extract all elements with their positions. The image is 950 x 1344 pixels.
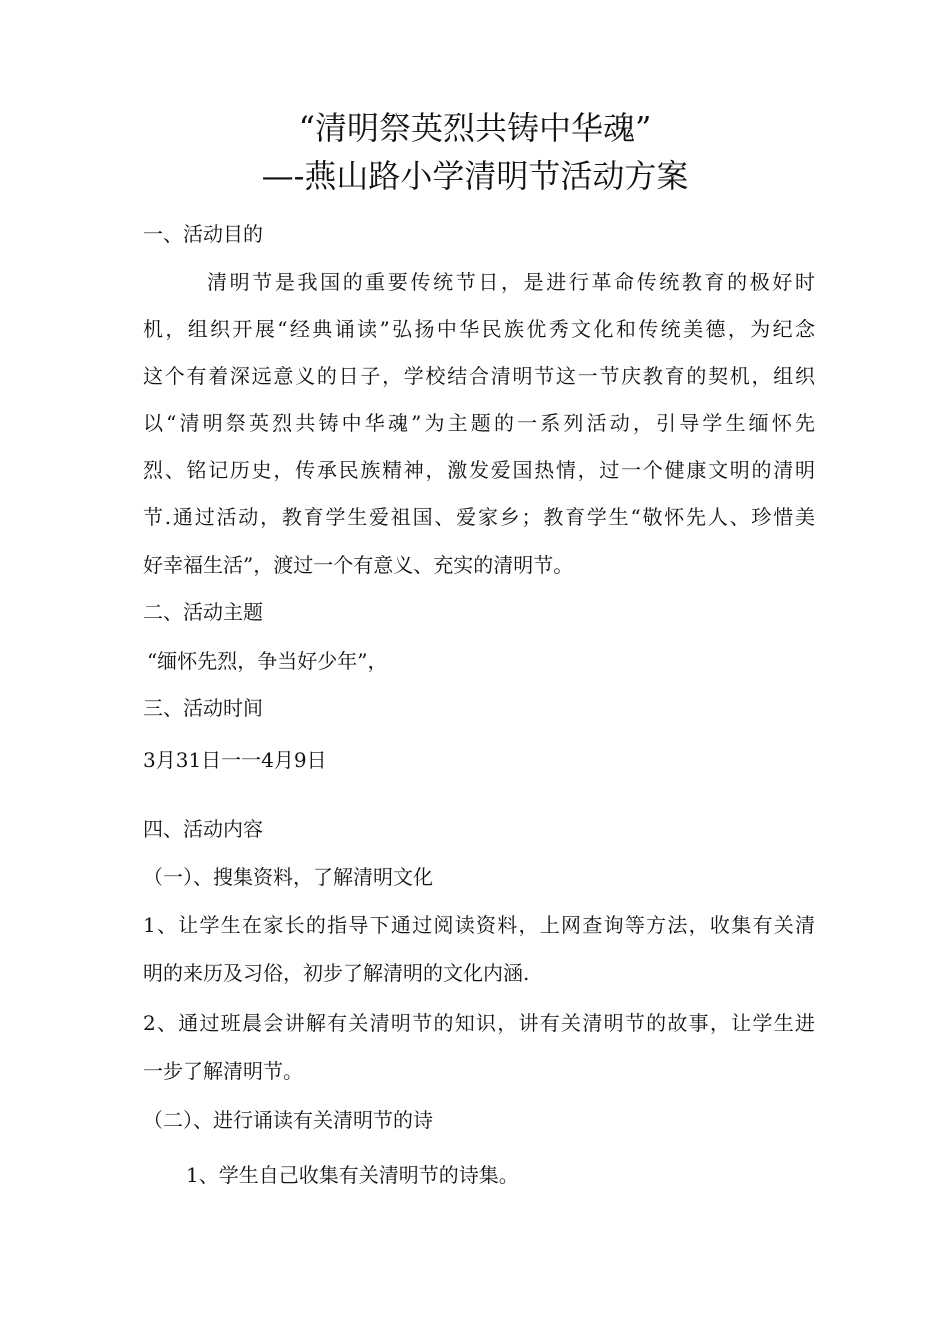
purpose-line-2: 机，组织开展“经典诵读”弘扬中华民族优秀文化和传统美德，为纪念 [143, 317, 815, 341]
section1-heading: 一、活动目的 [143, 222, 263, 246]
item2-line-1: 2、通过班晨会讲解有关清明节的知识，讲有关清明节的故事，让学生进 [143, 1011, 815, 1035]
purpose-line-6: 节.通过活动，教育学生爱祖国、爱家乡；教育学生“敬怀先人、珍惜美 [143, 505, 815, 529]
doc-title-line2: —-燕山路小学清明节活动方案 [261, 157, 689, 195]
sub1-heading: （一）、搜集资料，了解清明文化 [143, 865, 433, 889]
time-text: 3月31日一一4月9日 [143, 748, 327, 772]
purpose-line-5: 烈、铭记历史，传承民族精神，激发爱国热情，过一个健康文明的清明 [143, 458, 815, 482]
purpose-line-3: 这个有着深远意义的日子，学校结合清明节这一节庆教育的契机，组织 [143, 364, 815, 388]
sub2-heading: （二）、进行诵读有关清明节的诗 [143, 1108, 433, 1132]
sub2-item1: 1、学生自己收集有关清明节的诗集。 [186, 1163, 519, 1187]
item1-line-1: 1、让学生在家长的指导下通过阅读资料，上网查询等方法，收集有关清 [143, 913, 815, 937]
purpose-line-7: 好幸福生活”，渡过一个有意义、充实的清明节。 [143, 553, 574, 577]
doc-title-line1: “清明祭英烈共铸中华魂” [298, 109, 652, 147]
section3-heading: 三、活动时间 [143, 696, 263, 720]
purpose-line-1: 清明节是我国的重要传统节日，是进行革命传统教育的极好时 [207, 270, 815, 294]
section4-heading: 四、活动内容 [143, 817, 263, 841]
section2-heading: 二、活动主题 [143, 600, 263, 624]
theme-text: “缅怀先烈，争当好少年”， [147, 649, 388, 673]
item2-line-2: 一步了解清明节。 [143, 1059, 303, 1083]
item1-line-2: 明的来历及习俗，初步了解清明的文化内涵. [143, 961, 530, 985]
purpose-line-4: 以“清明祭英烈共铸中华魂”为主题的一系列活动，引导学生缅怀先 [143, 411, 815, 435]
